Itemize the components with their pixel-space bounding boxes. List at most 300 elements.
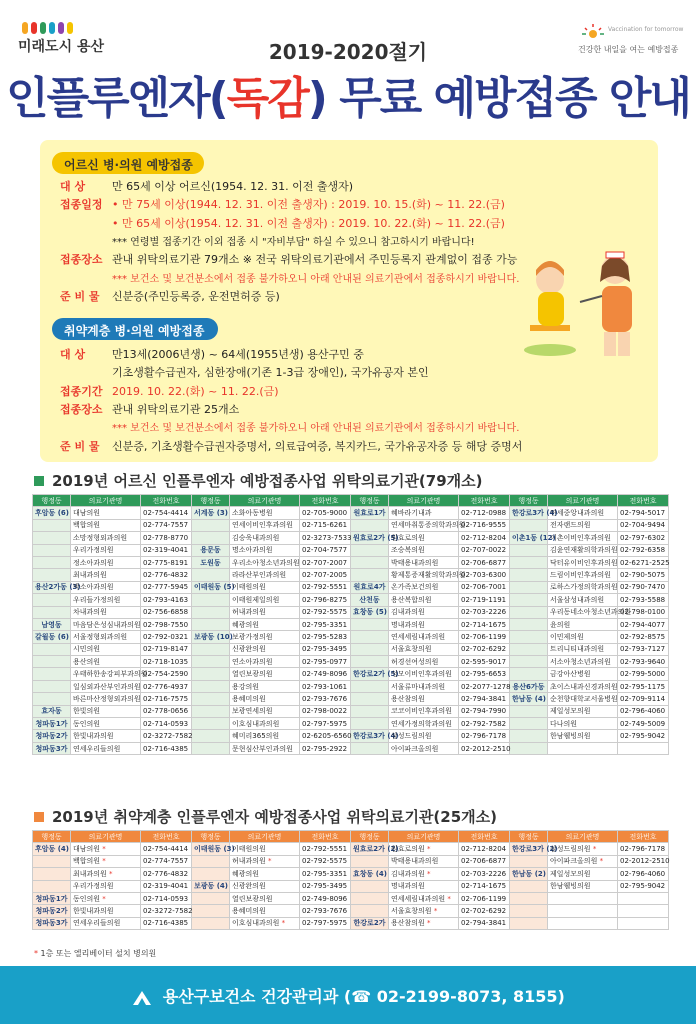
dong-cell — [192, 855, 230, 867]
phone-cell: 02-790-7470 — [618, 581, 669, 593]
dong-cell — [33, 594, 71, 606]
clinic-name-cell: 신광완의원 — [230, 643, 300, 655]
phone-cell: 02-754-2590 — [141, 668, 192, 680]
table-row — [33, 917, 669, 929]
column-header: 전화번호 — [459, 495, 510, 507]
dong-cell: 이촌1동 (12) — [510, 532, 548, 544]
clinic-name-cell: 용혜미의원 — [230, 693, 300, 705]
clinic-name-cell: 최내과의원 * — [71, 868, 141, 880]
clinic-name-cell — [548, 892, 618, 904]
phone-cell: 02-792-5551 — [300, 581, 351, 593]
elder-heading: 어르신 병·의원 예방접종 — [52, 152, 204, 174]
phone-cell: 02-795-9042 — [618, 730, 669, 742]
clinic-name-cell: 이태원제일의원 — [230, 594, 300, 606]
elder-row-label: 접종일정 — [60, 198, 103, 212]
column-header: 행정동 — [351, 831, 389, 843]
clinic-name-cell: 우리소아청소년과의원 — [230, 556, 300, 568]
clinic-name-cell: 용산복합의원 — [389, 594, 459, 606]
phone-cell: 02-795-6653 — [459, 668, 510, 680]
phone-cell: 02-754-4414 — [141, 843, 192, 855]
vuln-row — [60, 419, 519, 438]
table-row — [33, 544, 669, 556]
phone-cell: 02-792-0321 — [141, 631, 192, 643]
table-row — [33, 843, 669, 855]
vuln-row-value: *** 보건소 및 보건분소에서 접종 불가하오니 아래 안내된 의료기관에서 접종하시기 바랍니다. — [112, 423, 520, 435]
column-header: 행정동 — [510, 831, 548, 843]
dong-cell — [510, 643, 548, 655]
phone-cell: 02-795-1175 — [618, 680, 669, 692]
dong-cell — [33, 519, 71, 531]
accessible-star-mark: * — [281, 919, 286, 928]
footnote — [34, 948, 156, 959]
phone-cell: 02-777-5945 — [141, 581, 192, 593]
phone-cell: 02-794-3841 — [459, 693, 510, 705]
dong-cell — [351, 618, 389, 630]
phone-cell: 02-795-3351 — [300, 868, 351, 880]
dong-cell: 용산6가동 — [510, 680, 548, 692]
phone-cell: 02-706-1199 — [459, 631, 510, 643]
clinic-name-cell: 한빛의원 — [71, 705, 141, 717]
column-header: 전화번호 — [141, 495, 192, 507]
dong-cell — [510, 730, 548, 742]
column-header: 의료기관명 — [230, 831, 300, 843]
table-row — [33, 705, 669, 717]
dong-cell — [510, 581, 548, 593]
title-part-a: 인플루엔자( — [6, 73, 227, 124]
clinic-name-cell — [548, 742, 618, 754]
dong-cell: 원효로2가 (5) — [351, 532, 389, 544]
orange-square-icon — [34, 812, 44, 822]
clinic-name-cell: 삼성드림의원 — [389, 730, 459, 742]
clinic-name-cell: 용산참의원 * — [389, 917, 459, 929]
phone-cell: 02-793-1061 — [300, 680, 351, 692]
dong-cell — [33, 643, 71, 655]
phone-cell: 02-719-8147 — [141, 643, 192, 655]
elder-row-value: • 만 75세 이상(1944. 12. 31. 이전 출생자) : 2019. 10. 15.(화) ~ 11. 22.(금) — [112, 198, 505, 212]
clinic-name-cell: 이태원의원 — [230, 581, 300, 593]
clinic-name-cell: 문현심산부인과의원 — [230, 742, 300, 754]
elder-clinic-table — [32, 494, 669, 755]
vuln-row — [60, 346, 364, 364]
clinic-name-cell: 윤의원 — [548, 618, 618, 630]
dong-cell — [192, 730, 230, 742]
dong-cell — [510, 905, 548, 917]
vuln-row-label: 대 상 — [60, 348, 86, 361]
dong-cell: 한강로3가 (4) — [351, 730, 389, 742]
clinic-name-cell: 허경선여성의원 — [389, 656, 459, 668]
dong-cell: 도원동 — [192, 556, 230, 568]
clinic-name-cell: 보광연세의원 — [230, 705, 300, 717]
dong-cell — [192, 532, 230, 544]
accessible-star-mark: * — [427, 919, 431, 928]
clinic-name-cell: 삼성드림의원 * — [548, 843, 618, 855]
clinic-name-cell: 서울류마내과의원 — [389, 680, 459, 692]
phone-cell: 02-790-5075 — [618, 569, 669, 581]
phone-cell: 02-705-9000 — [300, 507, 351, 519]
phone-cell: 02-716-4385 — [141, 917, 192, 929]
dong-cell — [33, 606, 71, 618]
dong-cell — [510, 668, 548, 680]
dong-cell — [192, 718, 230, 730]
dong-cell — [33, 680, 71, 692]
phone-cell: 02-6205-6560 — [300, 730, 351, 742]
phone-cell: 02-774-7557 — [141, 855, 192, 867]
nurse-vaccination-illustration — [520, 230, 660, 370]
clinic-name-cell: 연세중앙내과의원 — [548, 507, 618, 519]
dong-cell — [510, 855, 548, 867]
elder-row-value: 관내 위탁의료기관 79개소 ※ 전국 위탁의료기관에서 주민등록지 관계없이 접종 가능 — [112, 253, 518, 267]
phone-cell: 02-776-4832 — [141, 569, 192, 581]
accessible-star-mark: * — [102, 894, 106, 903]
clinic-name-cell: 온가족보건의원 — [389, 581, 459, 593]
clinic-name-cell: 혜바라기내과 — [389, 507, 459, 519]
clinic-name-cell: 이촌이비인후과의원 — [548, 532, 618, 544]
dong-cell: 용문동 — [192, 544, 230, 556]
column-header: 의료기관명 — [548, 831, 618, 843]
elder-row — [60, 196, 505, 214]
dong-cell: 원효로4가 — [351, 581, 389, 593]
phone-cell: 02-714-1675 — [459, 880, 510, 892]
clinic-name-cell: 명내과의원 — [389, 880, 459, 892]
clinic-name-cell: 용강의원 — [230, 680, 300, 692]
clinic-name-cell: 동인의원 — [71, 718, 141, 730]
dong-cell: 보광동 (4) — [192, 880, 230, 892]
phone-cell: 02-712-8204 — [459, 532, 510, 544]
health-center-logo-icon — [131, 989, 153, 1007]
phone-cell: 02-795-3351 — [300, 618, 351, 630]
phone-cell: 02-715-6261 — [300, 519, 351, 531]
dong-cell — [33, 656, 71, 668]
clinic-name-cell: 우리들가정의원 — [71, 594, 141, 606]
dong-cell — [510, 705, 548, 717]
dong-cell — [33, 668, 71, 680]
column-header: 전화번호 — [300, 831, 351, 843]
clinic-name-cell: 한빛내과의원 — [71, 730, 141, 742]
phone-cell: 02-797-5975 — [300, 917, 351, 929]
table-row — [33, 718, 669, 730]
clinic-name-cell: 금강아산병원 — [548, 668, 618, 680]
dong-cell: 효창동 (4) — [351, 868, 389, 880]
elder-row-value: • 만 65세 이상(1954. 12. 31. 이전 출생자) : 2019. 10. 22.(화) ~ 11. 22.(금) — [112, 216, 505, 230]
phone-cell: 02-707-2007 — [300, 556, 351, 568]
elder-row-value: 만 65세 이상 어르신(1954. 12. 31. 이전 출생자) — [112, 180, 354, 193]
phone-cell: 02-793-9640 — [618, 656, 669, 668]
column-header: 행정동 — [192, 831, 230, 843]
dong-cell: 남영동 — [33, 618, 71, 630]
phone-cell: 02-714-0593 — [141, 718, 192, 730]
table-row — [33, 556, 669, 568]
clinic-name-cell: 성모이비인후과의원 — [389, 668, 459, 680]
table-header-row — [33, 831, 669, 843]
footer-bar — [0, 966, 696, 1024]
clinic-name-cell: 연세이비인후과의원 — [230, 519, 300, 531]
clinic-name-cell: 황제통증재활의학과의원 — [389, 569, 459, 581]
dong-cell — [192, 606, 230, 618]
vuln-row-value: 신분증, 기초생활수급권자증명서, 의료급여증, 복지카드, 국가유공자증 등 해당 증명서 — [112, 439, 523, 453]
dong-cell: 한남동 (4) — [510, 693, 548, 705]
phone-cell: 02-795-3495 — [300, 643, 351, 655]
vuln-row — [60, 438, 522, 456]
accessible-star-mark: * — [427, 869, 431, 878]
clinic-name-cell: 우리가정의원 — [71, 880, 141, 892]
phone-cell: 02-714-1675 — [459, 618, 510, 630]
dong-cell — [192, 668, 230, 680]
clinic-name-cell: 서울삼성내과의원 — [548, 594, 618, 606]
elder-row — [60, 251, 517, 269]
dong-cell — [192, 594, 230, 606]
phone-cell — [618, 892, 669, 904]
dong-cell: 청파동1가 — [33, 892, 71, 904]
dong-cell — [510, 606, 548, 618]
vuln-row — [60, 364, 429, 382]
clinic-name-cell: 우태하한송강피부과의원 — [71, 668, 141, 680]
elder-row-value: *** 연령별 접종기간 이외 접종 시 "자비부담" 하실 수 있으니 참고하시기 바랍니다! — [112, 236, 475, 248]
dong-cell — [33, 868, 71, 880]
clinic-name-cell: 연세세림내과의원 * — [389, 892, 459, 904]
vuln-row-value: 만13세(2006년생) ~ 64세(1955년생) 용산구민 중 — [112, 348, 364, 361]
phone-cell: 02-796-4060 — [618, 705, 669, 717]
dong-cell: 한강로2가 — [351, 917, 389, 929]
phone-cell: 02-719-1191 — [459, 594, 510, 606]
clinic-name-cell: 시민의원 — [71, 643, 141, 655]
phone-cell: 02-2012-2510 — [618, 855, 669, 867]
dong-cell — [351, 569, 389, 581]
dong-cell: 이태원동 (5) — [192, 581, 230, 593]
dong-cell — [351, 705, 389, 717]
elder-row-label: 준 비 물 — [60, 289, 100, 303]
phone-cell: 02-712-8204 — [459, 843, 510, 855]
column-header: 전화번호 — [618, 495, 669, 507]
dong-cell — [192, 742, 230, 754]
phone-cell: 02-795-3495 — [300, 880, 351, 892]
clinic-name-cell: 제일성모의원 — [548, 868, 618, 880]
title-part-c: ) 무료 예방접종 안내 — [307, 73, 690, 124]
dong-cell — [33, 693, 71, 705]
phone-cell: 02-749-5009 — [618, 718, 669, 730]
dong-cell: 효자동 — [33, 705, 71, 717]
dong-cell — [351, 718, 389, 730]
dong-cell: 산천동 — [351, 594, 389, 606]
phone-cell: 02-3273-7533 — [300, 532, 351, 544]
clinic-name-cell: 조승복의원 — [389, 544, 459, 556]
clinic-name-cell: 대남의원 — [71, 507, 141, 519]
column-header: 의료기관명 — [71, 831, 141, 843]
phone-cell: 02-774-7557 — [141, 519, 192, 531]
clinic-name-cell: 일심외과산부인과의원 — [71, 680, 141, 692]
phone-cell: 02-714-0593 — [141, 892, 192, 904]
dong-cell: 갈월동 (6) — [33, 631, 71, 643]
phone-cell: 02-792-5575 — [300, 606, 351, 618]
accessible-star-mark: * — [599, 857, 604, 866]
column-header: 전화번호 — [459, 831, 510, 843]
clinic-name-cell: 로하스가정의학과의원 — [548, 581, 618, 593]
table-row — [33, 594, 669, 606]
clinic-name-cell: 김윤연재활의학과의원 — [548, 544, 618, 556]
phone-cell: 02-706-6877 — [459, 855, 510, 867]
phone-cell: 02-2077-1278 — [459, 680, 510, 692]
clinic-name-cell: 박태용내과의원 — [389, 855, 459, 867]
phone-cell: 02-704-7577 — [300, 544, 351, 556]
clinic-name-cell: 소망정형외과의원 — [71, 532, 141, 544]
clinic-name-cell: 명소아과의원 — [230, 544, 300, 556]
dong-cell — [351, 855, 389, 867]
clinic-name-cell: 김내과의원 * — [389, 868, 459, 880]
accessible-star-mark: * — [433, 907, 438, 916]
phone-cell — [618, 917, 669, 929]
phone-cell: 02-793-5588 — [618, 594, 669, 606]
phone-cell: 02-2012-2510 — [459, 742, 510, 754]
column-header: 의료기관명 — [389, 495, 459, 507]
clinic-name-cell: 허내과의원 — [230, 606, 300, 618]
table-row — [33, 680, 669, 692]
dong-cell — [510, 892, 548, 904]
clinic-name-cell: 이민제의원 — [548, 631, 618, 643]
dong-cell — [351, 643, 389, 655]
dong-cell: 한남동 (2) — [510, 868, 548, 880]
dong-cell — [351, 656, 389, 668]
clinic-name-cell: 연세마취통증의학과의원 — [389, 519, 459, 531]
dong-cell — [351, 631, 389, 643]
dong-cell — [351, 556, 389, 568]
phone-cell: 02-793-7676 — [300, 905, 351, 917]
dong-cell — [192, 905, 230, 917]
phone-cell: 02-716-4385 — [141, 742, 192, 754]
accessible-star-mark: * — [427, 845, 431, 854]
table-row — [33, 730, 669, 742]
dong-cell — [192, 917, 230, 929]
dong-cell: 후암동 (4) — [33, 843, 71, 855]
table-row — [33, 693, 669, 705]
vuln-row-value: 2019. 10. 22.(화) ~ 11. 22.(금) — [112, 384, 279, 398]
accessible-star-mark: * — [447, 894, 451, 903]
clinic-name-cell: 초이스내과신경과의원 — [548, 680, 618, 692]
clinic-name-cell: 우리동네소아청소년과의원 — [548, 606, 618, 618]
clinic-name-cell: 이호심내과의원 — [230, 718, 300, 730]
column-header: 전화번호 — [300, 495, 351, 507]
dong-cell — [510, 519, 548, 531]
clinic-name-cell: 한남웰빙의원 — [548, 880, 618, 892]
clinic-name-cell: 열린보광의원 — [230, 892, 300, 904]
clinic-name-cell: 한남웰빙의원 — [548, 730, 618, 742]
clinic-name-cell: 라라산부인과의원 — [230, 569, 300, 581]
dong-cell: 용산2가동 (3) — [33, 581, 71, 593]
clinic-name-cell: 차내과의원 — [71, 606, 141, 618]
elder-row-label: 접종장소 — [60, 253, 103, 267]
phone-cell: 02-718-1035 — [141, 656, 192, 668]
clinic-name-cell: 트리니티내과의원 — [548, 643, 618, 655]
phone-cell: 02-778-0656 — [141, 705, 192, 717]
phone-cell: 02-702-6292 — [459, 905, 510, 917]
dong-cell — [351, 892, 389, 904]
table-row — [33, 880, 669, 892]
dong-cell — [192, 656, 230, 668]
clinic-name-cell: 용혜미의원 — [230, 905, 300, 917]
phone-cell: 02-703-2226 — [459, 606, 510, 618]
clinic-name-cell: 서울정형외과의원 — [71, 631, 141, 643]
clinic-name-cell: 박소아과의원 — [71, 581, 141, 593]
clinic-name-cell: 이태원의원 — [230, 843, 300, 855]
phone-cell: 02-3272-7582 — [141, 730, 192, 742]
clinic-name-cell: 최내과의원 — [71, 569, 141, 581]
clinic-name-cell: 백합의원 * — [71, 855, 141, 867]
clinic-name-cell: 서울효창의원 * — [389, 905, 459, 917]
phone-cell: 02-792-7582 — [459, 718, 510, 730]
column-header: 행정동 — [351, 495, 389, 507]
phone-cell: 02-707-0022 — [459, 544, 510, 556]
title-highlight: 독감 — [226, 73, 308, 124]
footer-org: 용산구보건소 — [162, 987, 256, 1006]
phone-cell: 02-794-5017 — [618, 507, 669, 519]
clinic-name-cell: 우리가정의원 — [71, 544, 141, 556]
phone-cell: 02-796-7178 — [459, 730, 510, 742]
clinic-name-cell: 드림이비인후과의원 — [548, 569, 618, 581]
table-row — [33, 569, 669, 581]
dong-cell: 한강로3가 (2) — [510, 843, 548, 855]
vuln-row-label: 접종기간 — [60, 384, 103, 398]
dong-cell: 이태원동 (3) — [192, 843, 230, 855]
dong-cell — [33, 855, 71, 867]
logo-dots-icon — [22, 22, 128, 34]
clinic-name-cell: 명내과의원 — [389, 618, 459, 630]
table1-heading-text: 2019년 어르신 인플루엔자 예방접종사업 위탁의료기관(79개소) — [52, 472, 483, 490]
dong-cell — [351, 519, 389, 531]
clinic-name-cell: 김승욱내과의원 — [230, 532, 300, 544]
dong-cell: 후암동 (6) — [33, 507, 71, 519]
table2-heading-text: 2019년 취약계층 인플루엔자 예방접종사업 위탁의료기관(25개소) — [52, 808, 497, 826]
dong-cell: 한강로3가 (4) — [510, 507, 548, 519]
table-row — [33, 581, 669, 593]
dong-cell — [192, 519, 230, 531]
phone-cell: 02-792-5575 — [300, 855, 351, 867]
column-header: 전화번호 — [141, 831, 192, 843]
page-title — [0, 62, 696, 126]
phone-cell: 02-704-9494 — [618, 519, 669, 531]
clinic-name-cell — [548, 917, 618, 929]
elder-row-value: 신분증(주민등록증, 운전면허증 등) — [112, 289, 280, 303]
footer-phone: (☎ 02-2199-8073, 8155) — [343, 987, 565, 1006]
clinic-name-cell: 신광완의원 — [230, 880, 300, 892]
dong-cell: 청파동3가 — [33, 742, 71, 754]
footer-dept: 건강관리과 — [261, 987, 339, 1006]
dong-cell — [510, 656, 548, 668]
phone-cell: 02-794-7990 — [459, 705, 510, 717]
clinic-name-cell: 박태용내과의원 — [389, 556, 459, 568]
dong-cell — [351, 693, 389, 705]
table-row — [33, 519, 669, 531]
table-row — [33, 606, 669, 618]
column-header: 행정동 — [33, 831, 71, 843]
dong-cell — [510, 618, 548, 630]
dong-cell — [192, 892, 230, 904]
phone-cell: 02-793-4163 — [141, 594, 192, 606]
dong-cell — [351, 905, 389, 917]
table-row — [33, 618, 669, 630]
dong-cell — [510, 742, 548, 754]
vuln-row — [60, 383, 279, 401]
clinic-name-cell: 대남의원 * — [71, 843, 141, 855]
elder-row — [60, 270, 519, 289]
phone-cell: 02-799-5000 — [618, 668, 669, 680]
dong-cell — [192, 693, 230, 705]
clinic-name-cell: 정소아과의원 — [71, 556, 141, 568]
dong-cell — [351, 880, 389, 892]
dong-cell — [33, 880, 71, 892]
dong-cell — [33, 544, 71, 556]
dong-cell — [192, 569, 230, 581]
phone-cell: 02-754-4414 — [141, 507, 192, 519]
column-header: 의료기관명 — [71, 495, 141, 507]
phone-cell: 02-795-2922 — [300, 742, 351, 754]
